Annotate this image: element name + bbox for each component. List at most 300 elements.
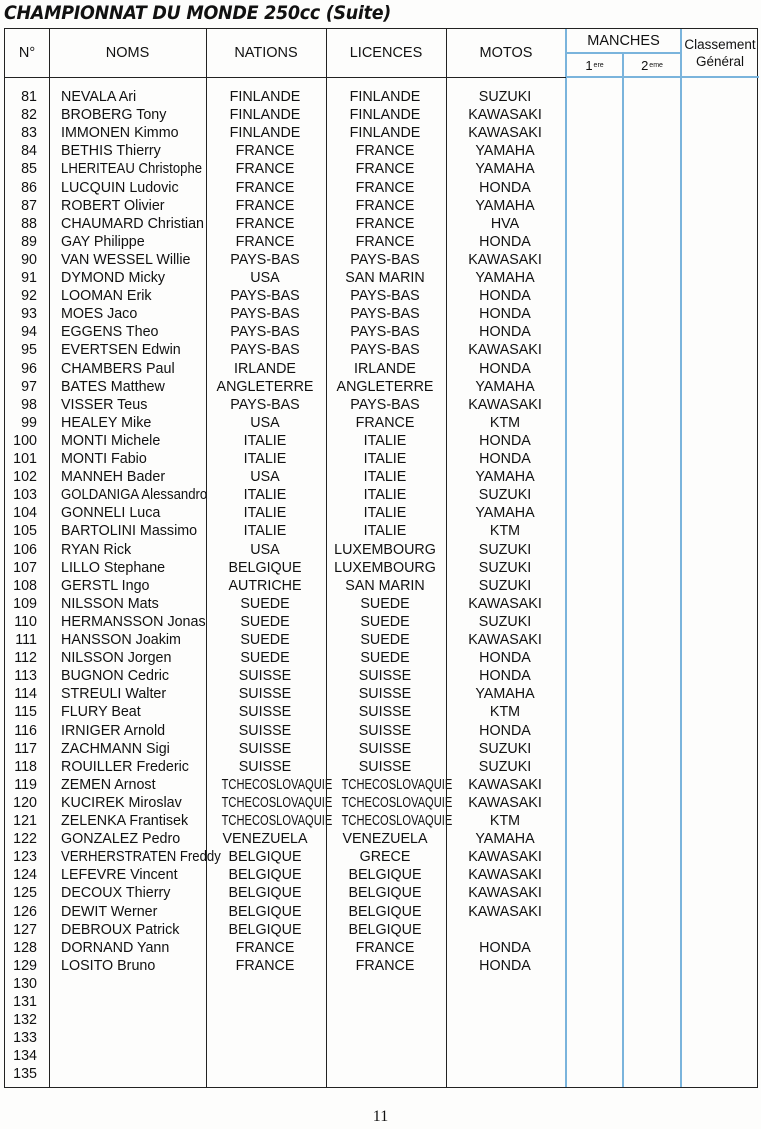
rider-nation-text: ITALIE: [243, 432, 287, 449]
rider-nation: [206, 504, 324, 522]
rider-nation-text: AUTRICHE: [228, 577, 302, 594]
rider-licence-text: BELGIQUE: [348, 885, 422, 902]
rider-name: [61, 486, 220, 504]
rider-nation: [206, 197, 324, 215]
rider-number: [9, 432, 37, 450]
rider-name: [61, 939, 169, 957]
rider-name: [61, 378, 165, 396]
table-row: [5, 468, 757, 486]
rider-name-text: GOLDANIGA Alessandro: [61, 487, 208, 504]
rider-moto-text: YAMAHA: [475, 686, 535, 703]
rider-moto-text: KAWASAKI: [468, 396, 542, 413]
header-licences: LICENCES: [349, 45, 423, 61]
rider-number: [9, 360, 37, 378]
rider-moto-text: HONDA: [479, 432, 531, 449]
rider-nation: [206, 722, 324, 740]
rider-licence: [326, 703, 444, 721]
rider-name: [61, 903, 157, 921]
table-row: [5, 559, 757, 577]
rider-number-text: 133: [13, 1030, 37, 1047]
rider-number: [9, 233, 37, 251]
rider-name-text: LOOMAN Erik: [61, 288, 152, 305]
rider-name: [61, 595, 159, 613]
rider-licence-text: TCHECOSLOVAQUIE: [341, 794, 453, 811]
rider-licence-text: GRECE: [359, 849, 411, 866]
table-row: [5, 1047, 757, 1065]
rider-licence-text: FRANCE: [355, 414, 415, 431]
rider-moto-text: YAMAHA: [475, 270, 535, 286]
rider-number-text: 118: [14, 758, 37, 775]
rider-name: [61, 957, 155, 975]
rider-moto-text: HVA: [490, 215, 520, 232]
rider-name: [61, 106, 166, 124]
rider-nation-text: VENEZUELA: [222, 831, 308, 848]
rider-nation-text: FRANCE: [235, 143, 295, 160]
table-row: [5, 1011, 757, 1029]
rider-number: [9, 468, 37, 486]
rider-licence: [326, 866, 444, 884]
rider-nation-text: SUISSE: [238, 668, 292, 685]
rider-number-text: 103: [13, 487, 37, 504]
rider-number-text: 97: [21, 378, 37, 395]
classement-line-2: Général: [695, 54, 745, 69]
table-row: [5, 486, 757, 504]
rider-moto: [446, 504, 564, 522]
table-row: [5, 396, 757, 414]
rider-number: [9, 975, 37, 993]
rider-licence: [326, 360, 444, 378]
rider-nation-text: SUISSE: [238, 686, 292, 703]
rider-name-text: CHAMBERS Paul: [61, 360, 175, 377]
rider-nation: [206, 522, 324, 540]
rider-licence: [326, 450, 444, 468]
table-row: [5, 287, 757, 305]
table-row: [5, 1029, 757, 1047]
rider-moto: [446, 414, 564, 432]
rider-nation: [206, 360, 324, 378]
rider-name-text: NILSSON Mats: [61, 595, 159, 612]
rider-number: [9, 323, 37, 341]
rider-nation-text: USA: [250, 414, 280, 431]
manche-1-label: 1: [585, 57, 593, 73]
table-row: [5, 142, 757, 160]
rider-licence: [326, 848, 444, 866]
rider-licence: [326, 939, 444, 957]
rider-name-text: NILSSON Jorgen: [61, 650, 172, 667]
rider-nation-text: ITALIE: [243, 487, 287, 504]
rider-licence: [326, 323, 444, 341]
rider-licence: [326, 396, 444, 414]
rider-number-text: 83: [21, 125, 37, 142]
rider-number-text: 108: [13, 577, 37, 594]
rider-licence: [326, 215, 444, 233]
rider-licence: [326, 269, 444, 287]
rider-licence: [326, 106, 444, 124]
rider-nation: [206, 323, 324, 341]
rider-name: [61, 522, 197, 540]
rider-number: [9, 830, 37, 848]
rider-licence-text: ITALIE: [363, 451, 407, 467]
rider-number-text: 82: [21, 107, 37, 124]
rider-number: [9, 1011, 37, 1029]
rider-nation-text: USA: [250, 469, 280, 486]
rider-name-text: MONTI Fabio: [61, 451, 147, 467]
rider-name: [61, 124, 179, 142]
rider-licence-text: SUISSE: [358, 686, 412, 703]
rider-licence: [326, 577, 444, 595]
rider-moto: [446, 341, 564, 359]
table-row: [5, 685, 757, 703]
rider-nation-text: TCHECOSLOVAQUIE: [221, 813, 333, 829]
rider-nation-text: SUISSE: [238, 758, 292, 775]
rider-moto-text: KAWASAKI: [468, 885, 542, 902]
rider-number: [9, 866, 37, 884]
rider-name: [61, 504, 160, 522]
rider-nation-text: BELGIQUE: [228, 849, 302, 866]
rider-name-text: EVERTSEN Edwin: [61, 342, 181, 359]
rider-number: [9, 160, 37, 178]
table-row: [5, 504, 757, 522]
table-row: [5, 921, 757, 939]
rider-nation-text: PAYS-BAS: [230, 306, 300, 323]
rider-name: [61, 233, 145, 251]
rider-moto-text: HONDA: [479, 179, 531, 196]
table-row: [5, 649, 757, 667]
rider-moto-text: HONDA: [479, 668, 531, 685]
table-row: [5, 993, 757, 1011]
rider-number-text: 90: [21, 251, 37, 268]
rider-licence-text: SUEDE: [360, 595, 410, 612]
rider-name: [61, 88, 136, 106]
rider-number-text: 109: [13, 595, 37, 612]
rider-licence: [326, 142, 444, 160]
rider-name: [61, 613, 206, 631]
table-row: [5, 577, 757, 595]
rider-number: [9, 939, 37, 957]
rider-number: [9, 269, 37, 287]
header-noms: NOMS: [105, 45, 150, 61]
rider-moto: [446, 776, 564, 794]
rider-name: [61, 197, 165, 215]
rider-nation: [206, 341, 324, 359]
rider-moto-text: SUZUKI: [478, 541, 532, 558]
rider-nation-text: SUEDE: [240, 632, 290, 648]
rider-name: [61, 414, 151, 432]
rider-moto: [446, 88, 564, 106]
rider-name: [61, 740, 170, 758]
rider-number: [9, 740, 37, 758]
rider-licence-text: PAYS-BAS: [350, 251, 420, 268]
rider-name-text: ROUILLER Frederic: [61, 758, 189, 775]
rider-licence: [326, 921, 444, 939]
rider-nation-text: SUEDE: [240, 650, 290, 667]
rider-nation: [206, 631, 324, 649]
rider-moto: [446, 323, 564, 341]
rider-nation: [206, 432, 324, 450]
rider-licence: [326, 758, 444, 776]
rider-name: [61, 722, 165, 740]
rider-licence: [326, 287, 444, 305]
rider-nation: [206, 269, 324, 287]
table-row: [5, 233, 757, 251]
rider-nation: [206, 903, 324, 921]
rider-number: [9, 341, 37, 359]
rider-nation: [206, 921, 324, 939]
rider-moto: [446, 903, 564, 921]
rider-name-text: BROBERG Tony: [61, 107, 167, 124]
rider-nation: [206, 830, 324, 848]
rider-licence: [326, 812, 453, 830]
rider-number-text: 93: [21, 306, 37, 323]
rider-name: [61, 649, 171, 667]
table-row: [5, 667, 757, 685]
rider-moto: [446, 794, 564, 812]
rider-name-text: RYAN Rick: [61, 541, 132, 558]
rider-moto-text: SUZUKI: [478, 613, 532, 630]
rider-moto-text: HONDA: [479, 360, 531, 377]
rider-nation-text: SUISSE: [238, 722, 292, 739]
rider-moto-text: SUZUKI: [478, 487, 532, 504]
rider-licence: [326, 884, 444, 902]
rider-name: [61, 667, 169, 685]
table-row: [5, 160, 757, 178]
rider-licence-text: PAYS-BAS: [350, 288, 420, 305]
rider-name-text: BATES Matthew: [61, 378, 165, 395]
rider-nation-text: FINLANDE: [229, 89, 301, 105]
rider-number-text: 124: [13, 867, 37, 884]
rider-name: [61, 142, 161, 160]
rider-licence: [326, 378, 444, 396]
rider-licence: [326, 504, 444, 522]
rider-name: [61, 921, 179, 939]
rider-number-text: 86: [21, 179, 37, 196]
rider-moto-text: YAMAHA: [475, 378, 535, 395]
rider-moto-text: YAMAHA: [475, 469, 535, 486]
rider-moto: [446, 142, 564, 160]
manche-2-label: 2: [641, 57, 649, 73]
table-row: [5, 378, 757, 396]
rider-nation-text: SUISSE: [238, 740, 292, 757]
rider-moto-text: KTM: [489, 523, 521, 540]
rider-licence-text: PAYS-BAS: [350, 324, 420, 341]
rider-nation-text: SUEDE: [240, 595, 290, 612]
rider-licence-text: ITALIE: [363, 487, 407, 504]
rider-number: [9, 631, 37, 649]
rider-moto: [446, 631, 564, 649]
rider-licence: [326, 160, 444, 178]
rider-number-text: 107: [13, 559, 37, 576]
rider-moto: [446, 884, 564, 902]
rider-licence: [326, 522, 444, 540]
rider-number-text: 104: [13, 505, 37, 522]
rider-licence-text: FINLANDE: [349, 125, 421, 142]
rider-licence-text: SUISSE: [358, 740, 412, 757]
rider-number-text: 88: [21, 215, 37, 232]
rider-number-text: 102: [13, 469, 37, 486]
rider-licence-text: SUISSE: [358, 668, 412, 685]
rider-moto: [446, 595, 564, 613]
rider-moto: [446, 233, 564, 251]
rider-moto-text: HONDA: [479, 650, 531, 667]
table-row: [5, 884, 757, 902]
rider-nation-text: IRLANDE: [234, 360, 296, 377]
rider-number-text: 110: [14, 613, 37, 630]
rider-moto-text: HONDA: [479, 233, 531, 250]
rider-licence: [326, 595, 444, 613]
table-row: [5, 323, 757, 341]
rider-licence: [326, 541, 444, 559]
rider-number-text: 100: [13, 432, 37, 449]
rider-licence: [326, 649, 444, 667]
rider-nation-text: SUEDE: [240, 613, 290, 630]
rider-nation: [206, 685, 324, 703]
table-row: [5, 305, 757, 323]
rider-nation: [206, 649, 324, 667]
rider-moto-text: KAWASAKI: [468, 849, 542, 866]
rider-moto-text: KAWASAKI: [468, 342, 542, 359]
rider-moto: [446, 287, 564, 305]
rider-number: [9, 124, 37, 142]
rider-number: [9, 522, 37, 540]
rider-number-text: 105: [13, 523, 37, 540]
rider-moto: [446, 667, 564, 685]
rider-nation: [206, 414, 324, 432]
rider-number: [9, 921, 37, 939]
rider-moto-text: KAWASAKI: [468, 632, 542, 648]
rider-number-text: 130: [13, 975, 37, 992]
rider-number: [9, 1047, 37, 1065]
rider-nation: [206, 378, 324, 396]
rider-nation: [206, 251, 324, 269]
rider-nation-text: FRANCE: [235, 957, 295, 974]
rider-number-text: 85: [21, 161, 37, 178]
table-row: [5, 613, 757, 631]
rider-nation-text: PAYS-BAS: [230, 324, 300, 341]
rider-name: [61, 468, 165, 486]
rider-number-text: 126: [13, 903, 37, 920]
rider-licence: [326, 341, 444, 359]
table-row: [5, 722, 757, 740]
rider-nation-text: ANGLETERRE: [216, 378, 314, 395]
rider-nation: [206, 884, 324, 902]
rider-name: [61, 251, 191, 269]
rider-number: [9, 667, 37, 685]
rider-nation-text: BELGIQUE: [228, 921, 302, 938]
rider-number: [9, 559, 37, 577]
rider-licence: [326, 631, 444, 649]
results-table: [4, 28, 758, 1088]
rider-name-text: GERSTL Ingo: [61, 577, 150, 594]
rider-nation: [206, 848, 324, 866]
rider-name: [61, 323, 158, 341]
rider-nation-text: ITALIE: [243, 451, 287, 467]
rider-licence: [326, 830, 444, 848]
rider-name-text: GAY Philippe: [61, 233, 145, 250]
rider-licence-text: FRANCE: [355, 215, 415, 232]
rider-nation-text: BELGIQUE: [228, 903, 302, 920]
header-manches: MANCHES: [587, 33, 660, 49]
rider-moto-text: HONDA: [479, 722, 531, 739]
rider-moto: [446, 703, 564, 721]
rider-moto: [446, 722, 564, 740]
rider-moto-text: YAMAHA: [475, 197, 535, 214]
rider-number: [9, 142, 37, 160]
rider-licence: [326, 794, 453, 812]
rider-number: [9, 848, 37, 866]
manches-divider: [566, 52, 681, 54]
rider-number: [9, 251, 37, 269]
rider-moto: [446, 812, 564, 830]
rider-moto: [446, 848, 564, 866]
rider-licence: [326, 957, 444, 975]
rider-licence-text: PAYS-BAS: [350, 342, 420, 359]
rider-number-text: 131: [13, 994, 37, 1010]
rider-number-text: 120: [13, 794, 37, 811]
rider-number: [9, 613, 37, 631]
rider-name-text: IMMONEN Kimmo: [61, 125, 179, 142]
rider-number: [9, 776, 37, 794]
rider-number: [9, 703, 37, 721]
rider-nation: [206, 179, 324, 197]
rider-name: [61, 541, 131, 559]
rider-moto-text: YAMAHA: [475, 831, 535, 848]
rider-nation-text: BELGIQUE: [228, 867, 302, 884]
rider-moto: [446, 541, 564, 559]
rider-nation: [206, 287, 324, 305]
rider-licence-text: FRANCE: [355, 939, 415, 956]
rider-nation-text: USA: [250, 541, 280, 558]
rider-name-text: LEFEVRE Vincent: [61, 867, 178, 884]
rider-moto-text: KAWASAKI: [468, 776, 542, 793]
rider-nation: [206, 667, 324, 685]
rider-licence-text: SAN MARIN: [345, 270, 425, 286]
rider-moto-text: KTM: [489, 414, 521, 431]
rider-nation: [206, 142, 324, 160]
table-row: [5, 360, 757, 378]
rider-name: [61, 360, 175, 378]
table-row: [5, 776, 757, 794]
rider-number: [9, 812, 37, 830]
rider-licence: [326, 559, 444, 577]
table-row: [5, 179, 757, 197]
rider-name-text: BETHIS Thierry: [61, 143, 161, 160]
rider-name-text: NEVALA Ari: [61, 89, 137, 105]
rider-licence-text: FRANCE: [355, 179, 415, 196]
rider-nation-text: PAYS-BAS: [230, 396, 300, 413]
rider-licence-text: PAYS-BAS: [350, 306, 420, 323]
rider-number: [9, 450, 37, 468]
rider-moto-text: KAWASAKI: [468, 125, 542, 142]
header-num: N°: [18, 45, 36, 61]
rider-nation-text: FRANCE: [235, 233, 295, 250]
rider-nation: [206, 595, 324, 613]
rider-nation: [206, 957, 324, 975]
rider-nation: [206, 305, 324, 323]
rider-licence-text: VENEZUELA: [342, 831, 428, 848]
rider-number: [9, 595, 37, 613]
rider-name-text: DORNAND Yann: [61, 939, 170, 956]
rider-number: [9, 305, 37, 323]
rider-licence-text: TCHECOSLOVAQUIE: [341, 813, 453, 829]
rider-number-text: 121: [13, 813, 37, 829]
rider-licence: [326, 179, 444, 197]
rider-number: [9, 106, 37, 124]
rider-name: [61, 287, 152, 305]
rider-moto-text: YAMAHA: [475, 505, 535, 522]
rider-number: [9, 215, 37, 233]
rider-name: [61, 450, 147, 468]
rider-licence-text: FRANCE: [355, 143, 415, 160]
